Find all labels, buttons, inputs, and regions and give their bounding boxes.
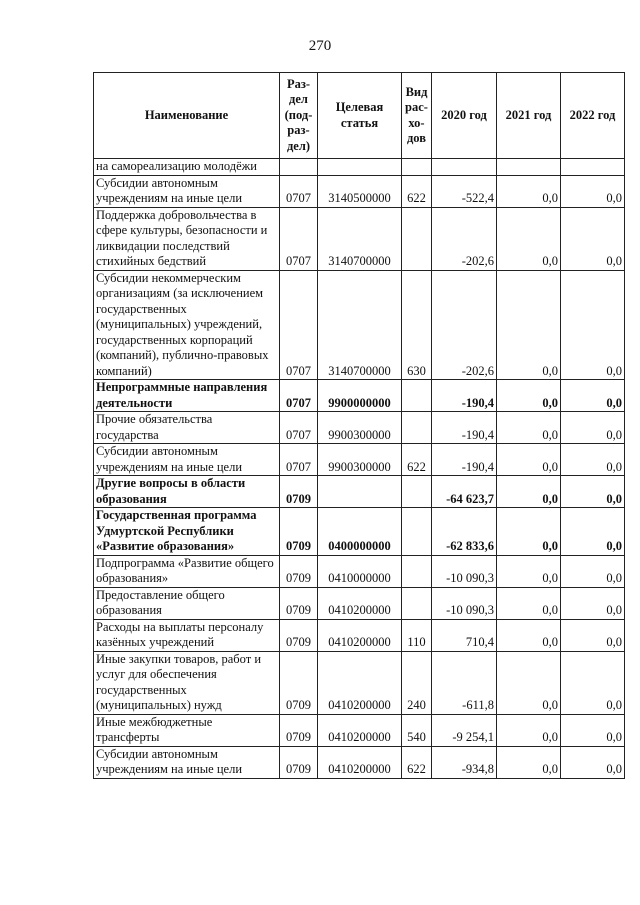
cell-expense-type [402,380,432,412]
cell-target: 0410200000 [318,746,402,778]
cell-section [280,159,318,176]
cell-target: 3140700000 [318,270,402,380]
table-row [94,619,625,651]
cell-expense-type [402,207,432,270]
cell-section: 0707 [280,207,318,270]
cell-expense-type [402,508,432,556]
table-row [94,175,625,207]
cell-section: 0707 [280,175,318,207]
table-header-row [94,73,625,159]
cell-name: Прочие обязательства государства [94,412,280,444]
table-row [94,207,625,270]
cell-section: 0709 [280,555,318,587]
cell-target: 0410200000 [318,619,402,651]
table-row [94,651,625,714]
cell-name: Субсидии автономным учреждениям на иные цели [94,444,280,476]
cell-target: 9900300000 [318,444,402,476]
cell-2021: 0,0 [497,619,561,651]
cell-2022: 0,0 [561,714,625,746]
cell-expense-type: 240 [402,651,432,714]
header-2021: 2021 год [497,73,561,159]
cell-expense-type: 622 [402,175,432,207]
cell-2022: 0,0 [561,175,625,207]
cell-expense-type [402,587,432,619]
cell-2021: 0,0 [497,207,561,270]
cell-expense-type [402,412,432,444]
cell-2021 [497,159,561,176]
cell-target: 0400000000 [318,508,402,556]
cell-name: Непрограммные направления деятельности [94,380,280,412]
header-2020: 2020 год [432,73,497,159]
cell-target [318,476,402,508]
page-number: 270 [308,38,332,54]
cell-target: 3140500000 [318,175,402,207]
cell-2021: 0,0 [497,270,561,380]
cell-2021: 0,0 [497,175,561,207]
cell-name: Подпрограмма «Развитие общего образования» [94,555,280,587]
cell-target: 0410200000 [318,651,402,714]
table-row [94,714,625,746]
cell-2021: 0,0 [497,746,561,778]
cell-name: Расходы на выплаты персоналу казённых учреждений [94,619,280,651]
header-name: Наименование [94,73,280,159]
table-row [94,508,625,556]
cell-name: Субсидии автономным учреждениям на иные цели [94,175,280,207]
cell-expense-type: 622 [402,444,432,476]
header-section: Раз-дел (под-раз-дел) [280,73,318,159]
table-row [94,746,625,778]
table-row [94,412,625,444]
cell-expense-type [402,476,432,508]
cell-section: 0709 [280,587,318,619]
cell-2021: 0,0 [497,508,561,556]
cell-2020: -934,8 [432,746,497,778]
cell-section: 0707 [280,380,318,412]
cell-name: Иные межбюджетные трансферты [94,714,280,746]
table-row [94,380,625,412]
cell-section: 0707 [280,444,318,476]
cell-expense-type: 540 [402,714,432,746]
cell-2020: -190,4 [432,412,497,444]
cell-target: 0410200000 [318,587,402,619]
cell-target: 9900000000 [318,380,402,412]
cell-2021: 0,0 [497,476,561,508]
cell-2022 [561,159,625,176]
cell-2020: -202,6 [432,207,497,270]
cell-section: 0709 [280,476,318,508]
cell-section: 0709 [280,746,318,778]
cell-section: 0707 [280,270,318,380]
cell-target: 3140700000 [318,207,402,270]
budget-table [93,72,625,779]
table-row [94,159,625,176]
table-row [94,587,625,619]
cell-2022: 0,0 [561,412,625,444]
cell-name: Субсидии некоммерческим организациям (за исключением государственных (муниципальных) учреждений, государственных корпораций (компаний), публично-правовых компаний) [94,270,280,380]
cell-2022: 0,0 [561,587,625,619]
cell-target: 0410000000 [318,555,402,587]
cell-2020: -190,4 [432,380,497,412]
table-row [94,270,625,380]
cell-expense-type: 630 [402,270,432,380]
cell-2022: 0,0 [561,651,625,714]
cell-expense-type: 110 [402,619,432,651]
cell-2022: 0,0 [561,444,625,476]
cell-2020: -190,4 [432,444,497,476]
cell-2021: 0,0 [497,714,561,746]
cell-2020 [432,159,497,176]
cell-2020: -611,8 [432,651,497,714]
cell-2021: 0,0 [497,444,561,476]
cell-2022: 0,0 [561,746,625,778]
cell-2022: 0,0 [561,380,625,412]
cell-2022: 0,0 [561,207,625,270]
cell-name: Предоставление общего образования [94,587,280,619]
header-expense-type: Вид рас-хо-дов [402,73,432,159]
header-target: Целевая статья [318,73,402,159]
cell-2022: 0,0 [561,508,625,556]
cell-2021: 0,0 [497,380,561,412]
cell-target: 9900300000 [318,412,402,444]
cell-section: 0709 [280,619,318,651]
cell-name: Другие вопросы в области образования [94,476,280,508]
cell-expense-type [402,159,432,176]
cell-section: 0709 [280,508,318,556]
cell-2020: -64 623,7 [432,476,497,508]
cell-name: Поддержка добровольчества в сфере культуры, безопасности и ликвидации последствий стихийных бедствий [94,207,280,270]
cell-2020: -522,4 [432,175,497,207]
cell-2020: -202,6 [432,270,497,380]
cell-2020: -62 833,6 [432,508,497,556]
cell-2022: 0,0 [561,270,625,380]
table-row [94,476,625,508]
cell-name: Субсидии автономным учреждениям на иные цели [94,746,280,778]
header-2022: 2022 год [561,73,625,159]
cell-2020: -9 254,1 [432,714,497,746]
cell-name: Государственная программа Удмуртской Республики «Развитие образования» [94,508,280,556]
cell-2020: -10 090,3 [432,587,497,619]
cell-2021: 0,0 [497,412,561,444]
cell-target [318,159,402,176]
cell-name: Иные закупки товаров, работ и услуг для обеспечения государственных (муниципальных) нужд [94,651,280,714]
cell-expense-type: 622 [402,746,432,778]
table-row [94,444,625,476]
cell-name: на самореализацию молодёжи [94,159,280,176]
cell-2021: 0,0 [497,587,561,619]
cell-2022: 0,0 [561,555,625,587]
cell-section: 0709 [280,714,318,746]
cell-section: 0709 [280,651,318,714]
cell-section: 0707 [280,412,318,444]
cell-2020: 710,4 [432,619,497,651]
cell-2022: 0,0 [561,476,625,508]
cell-2021: 0,0 [497,555,561,587]
cell-target: 0410200000 [318,714,402,746]
cell-expense-type [402,555,432,587]
cell-2022: 0,0 [561,619,625,651]
table-row [94,555,625,587]
cell-2021: 0,0 [497,651,561,714]
cell-2020: -10 090,3 [432,555,497,587]
